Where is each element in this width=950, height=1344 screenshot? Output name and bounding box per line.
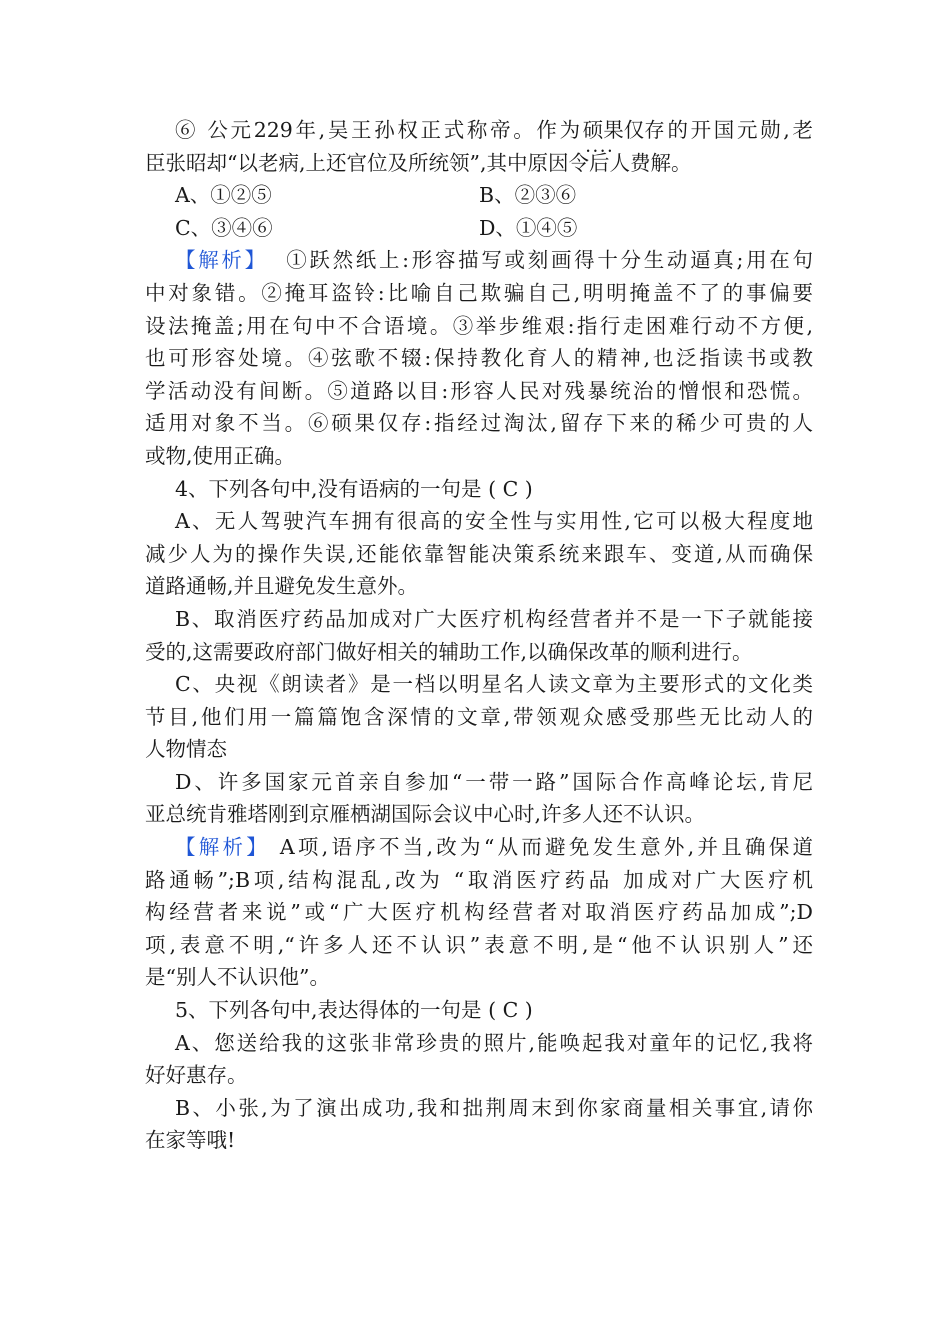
q4-option-c-line3: 人物情态 [145, 737, 227, 762]
q4-analysis-line3: 构经营者来说”或“广大医疗机构经营者对取消医疗药品加成”;D [145, 900, 813, 925]
q4-option-a-line3: 道路通畅,并且避免发生意外。 [145, 574, 419, 599]
q3-analysis-line1 [145, 244, 813, 277]
q3-item6-text-a: ⑥ 公元229年,吴王孙权正式称帝。作为 [175, 118, 583, 142]
q4-stem: 4、下列各句中,没有语病的一句是 ( C ) [175, 476, 533, 501]
q4-analysis-line4: 项,表意不明,“许多人还不认识”表意不明,是“他不认识别人”还 [145, 932, 813, 957]
emphasis-dotted-text: 硕果仅存 • • [583, 114, 665, 147]
q4-option-d-line2: 亚总统肯雅塔刚到京雁栖湖国际会议中心时,许多人还不认识。 [145, 802, 706, 827]
q4-analysis-line1 [145, 831, 813, 864]
analysis-text: ①跃然纸上:形容描写或刻画得十分生动逼真;用在句 [286, 248, 813, 273]
option-b: B、②③⑥ [479, 183, 577, 208]
q3-analysis-line7: 或物,使用正确。 [145, 443, 296, 468]
q3-analysis-line4: 也可形容处境。④弦歌不辍:保持教化育人的精神,也泛指读书或教 [145, 346, 813, 371]
document-page [145, 114, 813, 1157]
q3-item6-line2: 臣张昭却“以老病,上还官位及所统领”,其中原因令后人费解。 [145, 150, 692, 175]
q3-analysis-line6: 适用对象不当。⑥硕果仅存:指经过淘汰,留存下来的稀少可贵的人 [145, 411, 813, 436]
q5-option-b-line1: B、小张,为了演出成功,我和拙荆周末到你家商量相关事宜,请你 [175, 1095, 813, 1120]
q3-item6-line1 [145, 114, 813, 147]
option-d: D、①④⑤ [479, 215, 578, 240]
option-a: A、①②⑤ [175, 183, 272, 208]
q5-stem: 5、下列各句中,表达得体的一句是 ( C ) [175, 998, 533, 1023]
q5-option-b-line2: 在家等哦! [145, 1128, 236, 1153]
q4-option-c-line2: 节目,他们用一篇篇饱含深情的文章,带领观众感受那些无比动人的 [145, 704, 813, 729]
q4-option-a-line1: A、无人驾驶汽车拥有很高的安全性与实用性,它可以极大程度地 [175, 509, 813, 534]
q4-option-d-line1: D、许多国家元首亲自参加“一带一路”国际合作高峰论坛,肯尼 [175, 769, 813, 794]
q5-option-a-line1: A、您送给我的这张非常珍贵的照片,能唤起我对童年的记忆,我将 [175, 1030, 813, 1055]
q3-options-row2 [145, 212, 813, 245]
q4-option-c-line1: C、央视《朗读者》是一档以明星名人读文章为主要形式的文化类 [175, 672, 813, 697]
q3-options-row1 [145, 179, 813, 212]
q4-option-a-line2: 减少人为的操作失误,还能依靠智能决策系统来跟车、变道,从而确保 [145, 541, 813, 566]
q4-option-b-line1: B、取消医疗药品加成对广大医疗机构经营者并不是一下子就能接 [175, 606, 813, 631]
q4-analysis-line2: 路通畅”;B项,结构混乱,改为 “取消医疗药品 加成对广大医疗机 [145, 867, 813, 892]
q5-option-a-line2: 好好惠存。 [145, 1063, 248, 1088]
q3-item6-text-b: 的开国元勋,老 [664, 118, 813, 142]
q3-analysis-line5: 学活动没有间断。⑤道路以目:形容人民对残暴统治的憎恨和恐慌。 [145, 378, 813, 403]
q3-analysis-line2: 中对象错。②掩耳盗铃:比喻自己欺骗自己,明明掩盖不了的事偏要 [145, 280, 813, 305]
q3-analysis-line3: 设法掩盖;用在句中不合语境。③举步维艰:指行走困难行动不方便, [145, 313, 813, 338]
option-c: C、③④⑥ [175, 215, 273, 240]
analysis-tag: 【解析】 [175, 248, 268, 273]
q4-option-b-line2: 受的,这需要政府部门做好相关的辅助工作,以确保改革的顺利进行。 [145, 639, 753, 664]
analysis-text: A项,语序不当,改为“从而避免发生意外,并且确保道 [270, 835, 813, 860]
q4-analysis-line5: 是“别人不认识他”。 [145, 965, 330, 990]
analysis-tag: 【解析】 [175, 835, 271, 860]
